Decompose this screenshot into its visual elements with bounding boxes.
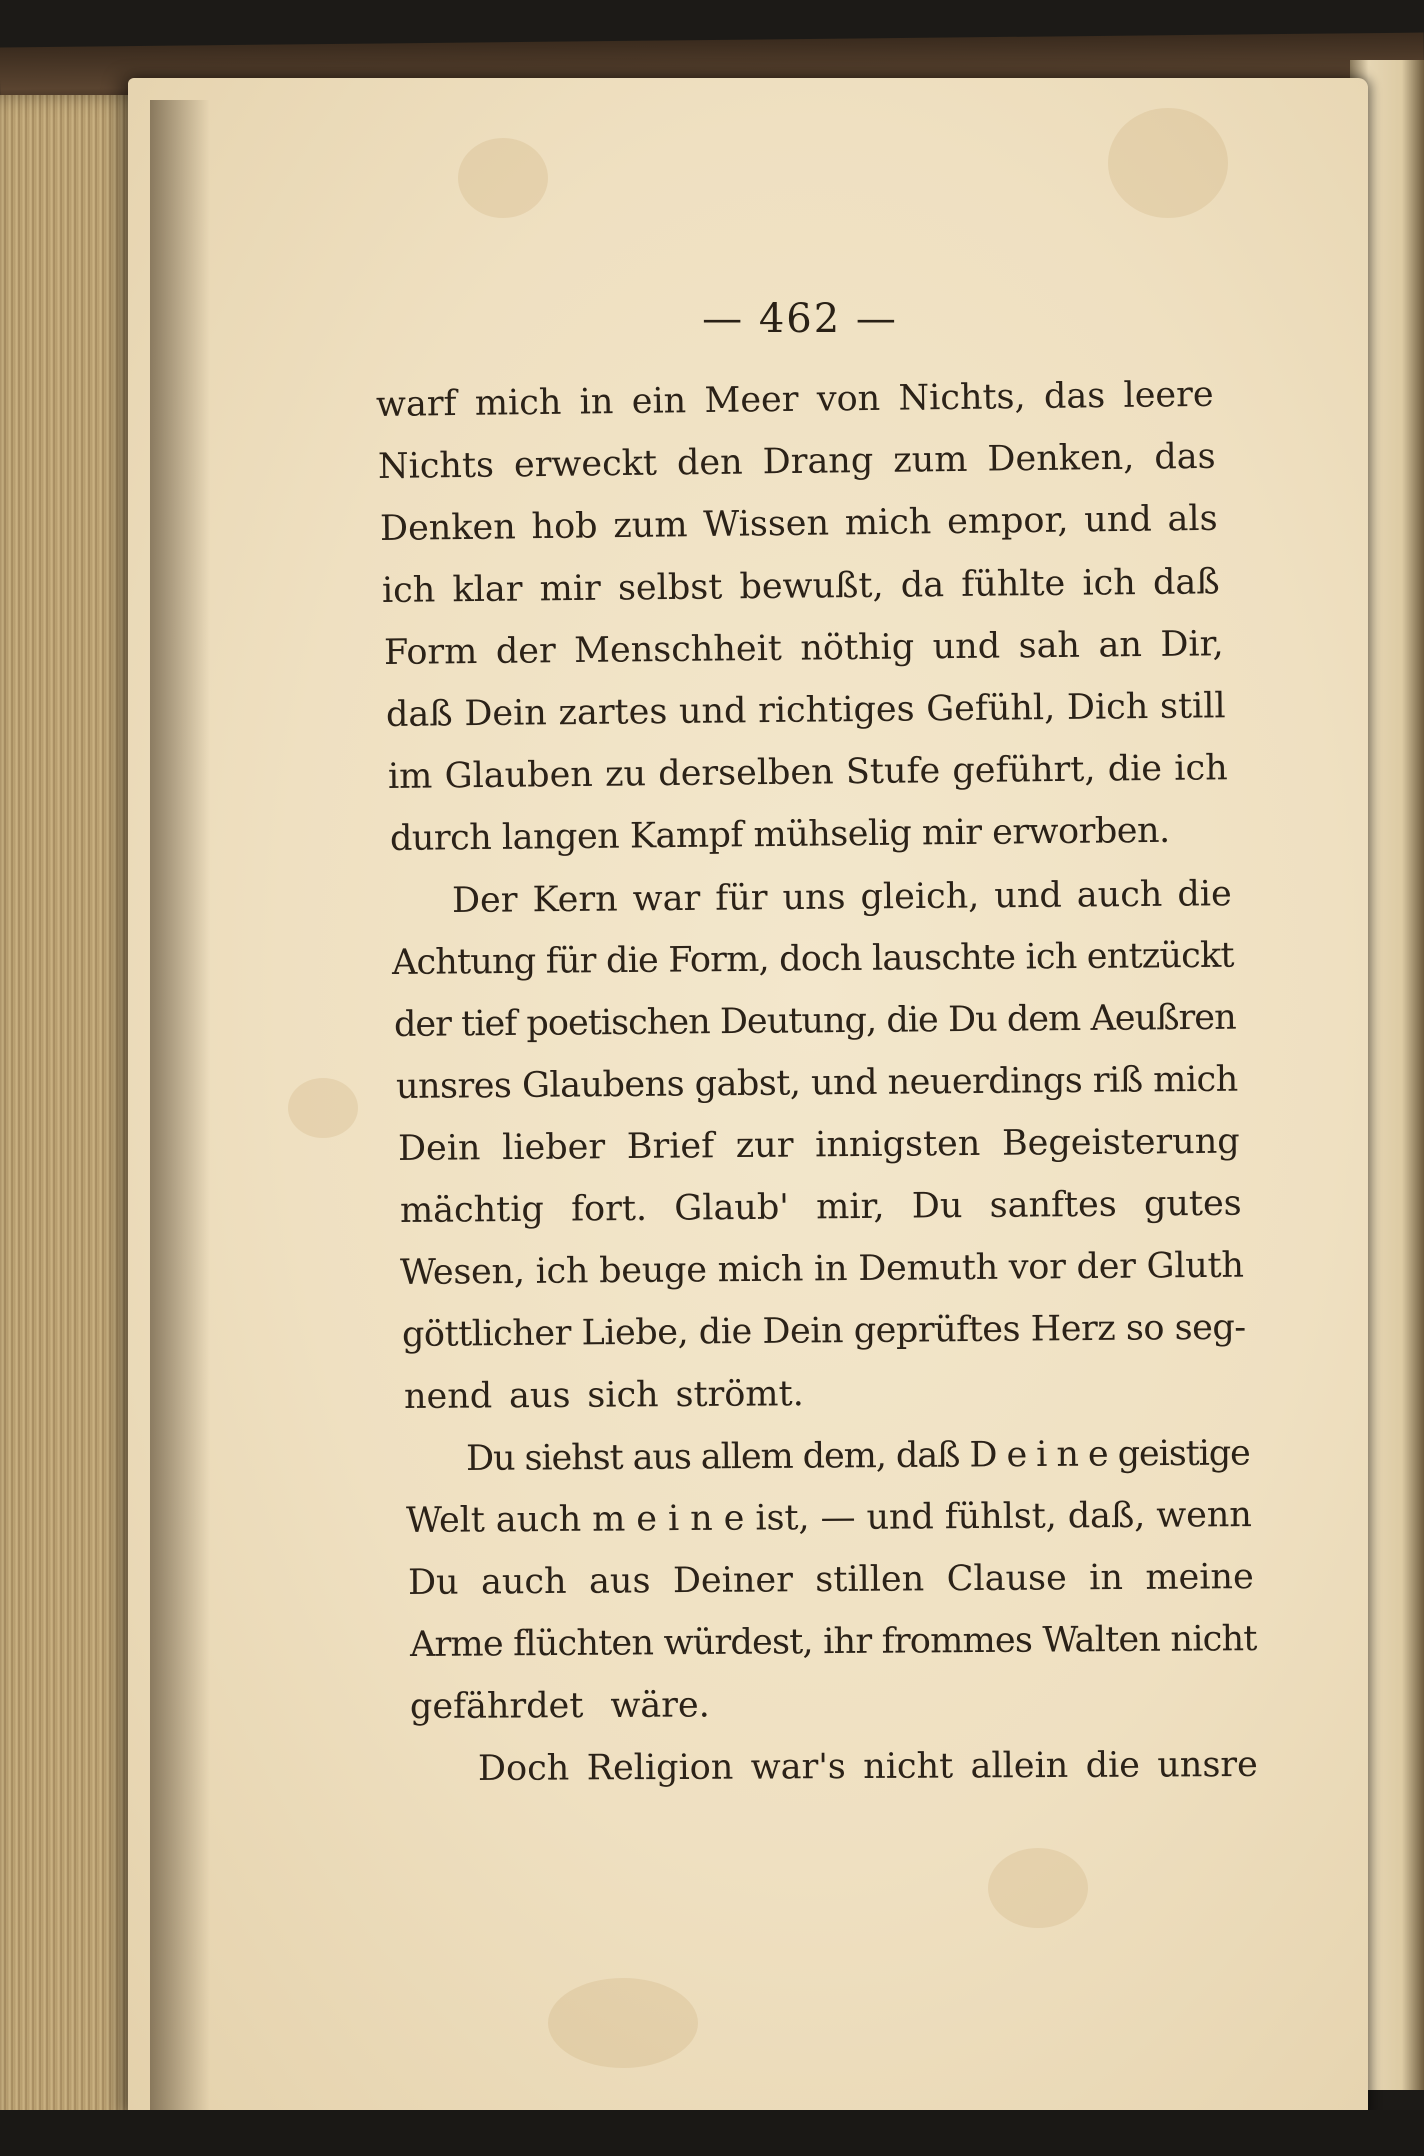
foxing-spot <box>548 1978 698 2068</box>
text-line: mächtig fort. Glaub' mir, Du sanftes gutes <box>399 1183 1242 1231</box>
text-line: Welt auch m e i n e ist, — und fühlst, daß, wenn <box>405 1495 1252 1541</box>
gutter-shadow <box>150 100 210 2130</box>
text-line: unsres Glaubens gabst, und neuerdings riß mich <box>395 1059 1238 1107</box>
text-line: gefährdet wäre. <box>409 1685 710 1727</box>
text-line: Doch Religion war's nicht allein die unsre <box>477 1744 1258 1789</box>
foxing-spot <box>288 1078 358 1138</box>
text-line: ich klar mir selbst bewußt, da fühlte ich daß <box>381 562 1220 611</box>
text-line: Du siehst aus allem dem, daß D e i n e geistige <box>465 1433 1250 1479</box>
text-line: Achtung für die Form, doch lauschte ich entzückt <box>391 935 1234 983</box>
text-line: Der Kern war für uns gleich, und auch die <box>451 874 1232 921</box>
text-line: daß Dein zartes und richtiges Gefühl, Dich still <box>385 686 1226 735</box>
text-line: göttlicher Liebe, die Dein geprüftes Herz so seg- <box>401 1307 1246 1355</box>
text-line: durch langen Kampf mühselig mir erworben. <box>389 810 1170 859</box>
foxing-spot <box>458 138 548 218</box>
text-line: Arme flüchten würdest, ihr frommes Walten nicht <box>409 1619 1257 1665</box>
text-line: warf mich in ein Meer von Nichts, das leere <box>375 374 1214 425</box>
text-line: Dein lieber Brief zur innigsten Begeisterung <box>397 1121 1240 1169</box>
text-line: im Glauben zu derselben Stufe geführt, die ich <box>387 748 1228 797</box>
text-line: Denken hob zum Wissen mich empor, und als <box>379 498 1218 549</box>
background-bottom <box>0 2110 1424 2156</box>
page-number: — 462 — <box>702 296 898 342</box>
text-line: Wesen, ich beuge mich in Demuth vor der Gluth <box>399 1245 1244 1293</box>
foxing-spot <box>988 1848 1088 1928</box>
text-line: der tief poetischen Deutung, die Du dem Aeußren <box>393 997 1236 1045</box>
text-line: nend aus sich strömt. <box>403 1374 804 1417</box>
text-line: Du auch aus Deiner stillen Clause in meine <box>407 1557 1254 1603</box>
foxing-spot <box>1108 108 1228 218</box>
text-line: Form der Menschheit nöthig und sah an Dir, <box>383 624 1224 673</box>
text-line: Nichts erweckt den Drang zum Denken, das <box>377 436 1216 487</box>
